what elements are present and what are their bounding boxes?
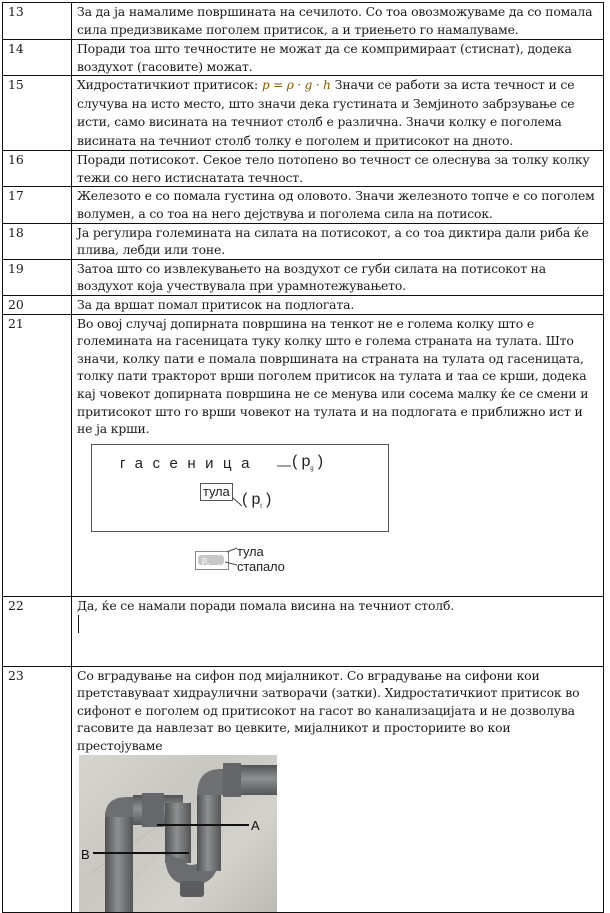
- question-number: 22: [3, 596, 72, 666]
- answer-text-intro: Хидростатичкиот притисок:: [77, 77, 258, 93]
- table-row: [3, 314, 604, 596]
- brick-label: тула: [200, 483, 233, 501]
- track-pressure: ( $p_g$ ): [292, 452, 323, 472]
- question-number: 21: [3, 314, 72, 596]
- answer-text: Да, ќе се намали поради помала висина на течниот столб.: [77, 597, 455, 613]
- answer-cell: [72, 314, 604, 596]
- label-a: A: [251, 817, 260, 833]
- siphon-photo: [79, 755, 277, 912]
- table-row: [3, 295, 604, 314]
- answer-text: Поради тоа што течностите не можат да се компримираат (стиснат), додека воздухот (гасовите) можат.: [72, 40, 604, 76]
- question-number: 23: [3, 666, 72, 912]
- question-number: 20: [3, 295, 72, 314]
- answer-text: Во овој случај допирната површина на тенкот не е голема колку што е големината на гасеницата туку колку што е голема страната на тулата. Што значи, колку пати е помала површината на страната на тулата од гасеницата, толку пати тракторот врши поголем притисок на тулата и таа се крши, додека кај човекот допирната површина не се менува или сосема малку ќе се смени и притисокот што го врши човекот на тулата и на подлогата е приближно ист и не ја крши.: [77, 315, 589, 437]
- answer-text: [72, 76, 604, 151]
- table-row: [3, 187, 604, 223]
- table-row: [3, 223, 604, 259]
- foot-shape: $p_s$: [198, 555, 224, 565]
- answer-text: Затоа што со извлекувањето на воздухот се губи силата на потисокот на воздухот која учествувала при урамнотежувањето.: [72, 259, 604, 295]
- answer-text-rest: Значи се работи за иста течност и се случува на исто место, што значи дека густината и Земјиното забрзување се исти, само висината на течниот столб е различна. Значи колку е поголема висината на течниот столб толку е поголем и притисокот на дното.: [77, 77, 575, 148]
- question-number: 16: [3, 151, 72, 187]
- table-row: [3, 76, 604, 151]
- question-number: 14: [3, 40, 72, 76]
- answer-cell[interactable]: [72, 596, 604, 666]
- text-cursor: [78, 615, 79, 633]
- question-number: 15: [3, 76, 72, 151]
- label-b: B: [81, 846, 90, 862]
- question-number: 13: [3, 3, 72, 40]
- siphon-pipe-illustration: [79, 755, 277, 912]
- foot-label: стапало: [237, 558, 285, 574]
- table-row: [3, 666, 604, 912]
- answer-text: Ја регулира големината на силата на потисокот, а со тоа диктира дали риба ќе плива, лебди или тоне.: [72, 223, 604, 259]
- brick-pressure: ( $p_t$ ): [242, 490, 272, 510]
- pressure-diagram: [85, 444, 385, 596]
- question-number: 19: [3, 259, 72, 295]
- foot-on-brick-box: [195, 551, 229, 570]
- answer-cell: [72, 666, 604, 912]
- hydrostatic-formula: p = ρ · g · h: [261, 78, 331, 93]
- table-row: [3, 151, 604, 187]
- answer-text: Железото е со помала густина од оловото. Значи железното топче е со поголем волумен, а со тоа на него дејствува и поголема сила на потисок.: [72, 187, 604, 223]
- table-row: [3, 40, 604, 76]
- question-number: 18: [3, 223, 72, 259]
- table-row: [3, 3, 604, 40]
- track-label: гасеница: [120, 454, 259, 472]
- answer-text: Поради потисокот. Секое тело потопено во течност се олеснува за толку колку тежи со него истиснатата течност.: [72, 151, 604, 187]
- track-box: [91, 444, 389, 532]
- answer-text: За да ја намалиме површината на сечилото. Со тоа овозможуваме да со помала сила предизвикаме поголем притисок, а и триењето го намалуваме.: [72, 3, 604, 40]
- table-row: [3, 259, 604, 295]
- answer-text: За да вршат помал притисок на подлогата.: [72, 295, 604, 314]
- foot-brick-label: тула: [237, 543, 264, 559]
- answer-text: Со вградување на сифон под мијалникот. Со вградување на сифони кои претставуваат хидраулични затворачи (затки). Хидростатичкиот притисок во сифонот е поголем од притисокот на гасот во канализацијата и не дозволува гасовите да навлезат во цевките, мијалникот и просториите во кои престојуваме: [77, 667, 580, 754]
- question-number: 17: [3, 187, 72, 223]
- answers-table: [2, 2, 604, 913]
- table-row: [3, 596, 604, 666]
